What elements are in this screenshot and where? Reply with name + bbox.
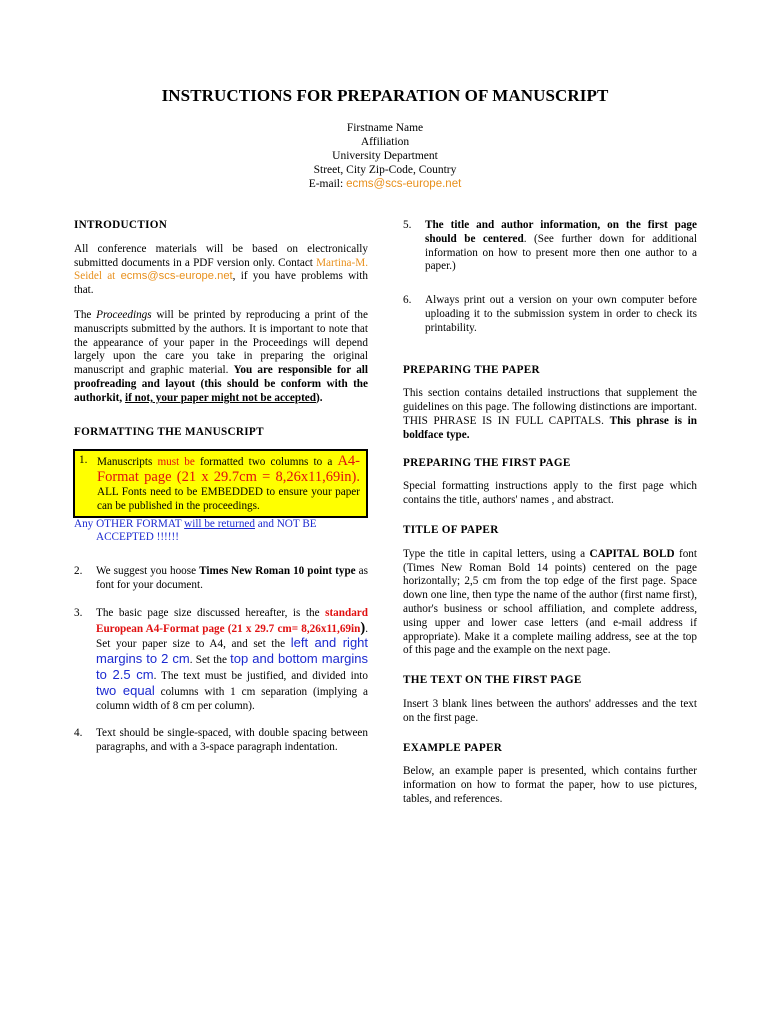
author-email-line bbox=[0, 177, 770, 191]
must-be-red: must be bbox=[157, 456, 195, 469]
example-paper-text: Below, an example paper is presented, which contains further information on how to format the paper, how to use pictures, tables, and references. bbox=[403, 765, 697, 805]
item1-text-c: ALL Fonts need to be EMBEDDED to ensure your paper can be published in the proceedings. bbox=[97, 485, 360, 512]
item-number: 2. bbox=[74, 565, 83, 578]
item-number: 5. bbox=[403, 219, 412, 231]
intro-paragraph-1 bbox=[74, 243, 368, 298]
item5-text: . (See further down for additional information on how to present more then one author to a paper.) bbox=[425, 232, 697, 273]
right-column bbox=[403, 219, 697, 818]
a4-standard-red: standard European A4-Format page (21 x 29.7 cm= 8,26x11,69in bbox=[96, 606, 368, 635]
accepted-text: ACCEPTED !!!!!! bbox=[96, 531, 179, 544]
title-of-paper-heading: TITLE OF PAPER bbox=[403, 523, 499, 536]
introduction-heading: INTRODUCTION bbox=[74, 219, 168, 231]
author-name: Firstname Name bbox=[346, 122, 424, 134]
first-page-text: Special formatting instructions apply to the first page which contains the title, authors' names , and abstract. bbox=[403, 480, 697, 507]
highlighted-item-1 bbox=[73, 449, 368, 517]
item3-text-b: . Set your paper size to A4, and set the bbox=[96, 622, 368, 651]
list-item-2 bbox=[74, 565, 368, 593]
item2-text-b: as font for your document. bbox=[96, 565, 368, 591]
intro-text: All conference materials will be based on electronically submitted documents in a PDF version only. Contact bbox=[74, 242, 368, 269]
preparing-paper-heading: PREPARING THE PAPER bbox=[403, 363, 540, 376]
capital-bold: CAPITAL BOLD bbox=[589, 547, 675, 560]
two-equal-blue: two equal bbox=[96, 682, 155, 698]
title-of-paper-text bbox=[403, 548, 697, 658]
preparing-text: This section contains detailed instructions that supplement the guidelines on this page. The following distinctions are important. THIS PHRASE IS IN FULL CAPITALS. bbox=[403, 387, 697, 427]
item-number: 6. bbox=[403, 294, 412, 307]
item-number: 3. bbox=[74, 606, 83, 619]
other-format-text-b: and NOT BE bbox=[254, 517, 317, 530]
font-bold: Times New Roman 10 point type bbox=[199, 565, 356, 578]
author-block bbox=[0, 121, 770, 191]
item6-text: Always print out a version on your own computer before uploading it to the submission system in order to check its printability. bbox=[425, 294, 697, 334]
lr-margins-blue: left and right margins to 2 cm bbox=[96, 635, 369, 667]
formatting-heading: FORMATTING THE MANUSCRIPT bbox=[74, 425, 264, 438]
title-text: Type the title in capital letters, using a bbox=[403, 547, 590, 560]
first-page-heading: PREPARING THE FIRST PAGE bbox=[403, 456, 571, 469]
left-column bbox=[74, 219, 368, 769]
page-title: INSTRUCTIONS FOR PREPARATION OF MANUSCRIPT bbox=[161, 86, 609, 105]
proceedings-italic: Proceedings bbox=[96, 308, 152, 321]
intro2-text-b: will be printed by reproducing a print of the manuscripts submitted by the authors. It is important to note that the appearance of your paper in the Proceedings will depend largely upon the care you take in preparing the original manuscript and graphic material. bbox=[74, 308, 368, 377]
item4-text: Text should be single-spaced, with double spacing between paragraphs, and with a 3-space paragraph indentation. bbox=[96, 727, 368, 754]
author-street: Street, City Zip-Code, Country bbox=[313, 164, 457, 176]
author-affiliation: Affiliation bbox=[360, 136, 410, 148]
example-paper-heading: EXAMPLE PAPER bbox=[403, 741, 503, 754]
intro-text-end: , if you have problems with that. bbox=[74, 270, 368, 297]
text-first-page-text: Insert 3 blank lines between the authors' addresses and the text on the first page. bbox=[403, 697, 697, 724]
other-format-text: Any OTHER FORMAT bbox=[74, 517, 185, 530]
intro2-text: The bbox=[74, 308, 97, 321]
text-first-page-heading: THE TEXT ON THE FIRST PAGE bbox=[403, 674, 582, 687]
will-be-returned-underline: will be returned bbox=[184, 517, 255, 530]
author-department: University Department bbox=[332, 150, 438, 162]
item5-bold: The title and author information, on the first page should be centered bbox=[425, 219, 697, 245]
list-item-6 bbox=[403, 294, 697, 335]
email-label: E-mail: bbox=[308, 178, 344, 190]
contact-name-link[interactable]: Martina-M. Seidel at bbox=[74, 256, 368, 283]
not-accepted-underline: if not, your paper might not be accepted bbox=[124, 391, 316, 404]
preparing-paper-text bbox=[403, 387, 697, 442]
title-text-b: font (Times New Roman Bold 14 points) centered on the page horizontally; 2,5 cm from the top edge of the first page. Space down one line, then type the name of the author (first name first), author's business or school affiliation, and complete address, using upper and lower case letters (and e-mail address if appropriate). Make it a complete mailing address, see at the top of this page and the example on the next page. bbox=[403, 547, 697, 657]
intro-paragraph-2 bbox=[74, 309, 368, 406]
item1-text: Manuscripts bbox=[97, 456, 158, 469]
list-item-4 bbox=[74, 727, 368, 755]
list-item-5 bbox=[403, 219, 697, 274]
list-item-3 bbox=[74, 607, 368, 714]
other-format-warning bbox=[74, 518, 368, 546]
boldface-phrase: This phrase is in boldface type. bbox=[403, 414, 698, 441]
responsibility-bold: You are responsible for all proofreading and layout (this should be conform with the authorkit, bbox=[74, 364, 369, 404]
intro2-end: ). bbox=[316, 391, 323, 404]
item2-text: We suggest you hoose bbox=[96, 565, 200, 578]
a4-format-red: A4-Format page (21 x 29.7cm = 8,26x11,69in). bbox=[97, 453, 360, 486]
item-number: 1. bbox=[79, 454, 88, 467]
item3-text-c: . Set the bbox=[189, 654, 231, 667]
tb-margins-blue: top and bottom margins to 2.5 cm bbox=[96, 651, 368, 682]
author-email-link[interactable]: ecms@scs-europe.net bbox=[346, 178, 462, 190]
paren: ) bbox=[360, 619, 366, 636]
contact-email-link[interactable]: ecms@scs-europe.net bbox=[120, 270, 233, 283]
item3-text-d: . The text must be justified, and divided into bbox=[153, 669, 368, 682]
item3-text: The basic page size discussed hereafter, is the bbox=[96, 606, 326, 619]
item1-text-b: formatted two columns to a bbox=[194, 456, 333, 469]
item3-text-e: columns with 1 cm separation (implying a column width of 8 cm per column). bbox=[96, 685, 368, 712]
item-number: 4. bbox=[74, 727, 83, 740]
